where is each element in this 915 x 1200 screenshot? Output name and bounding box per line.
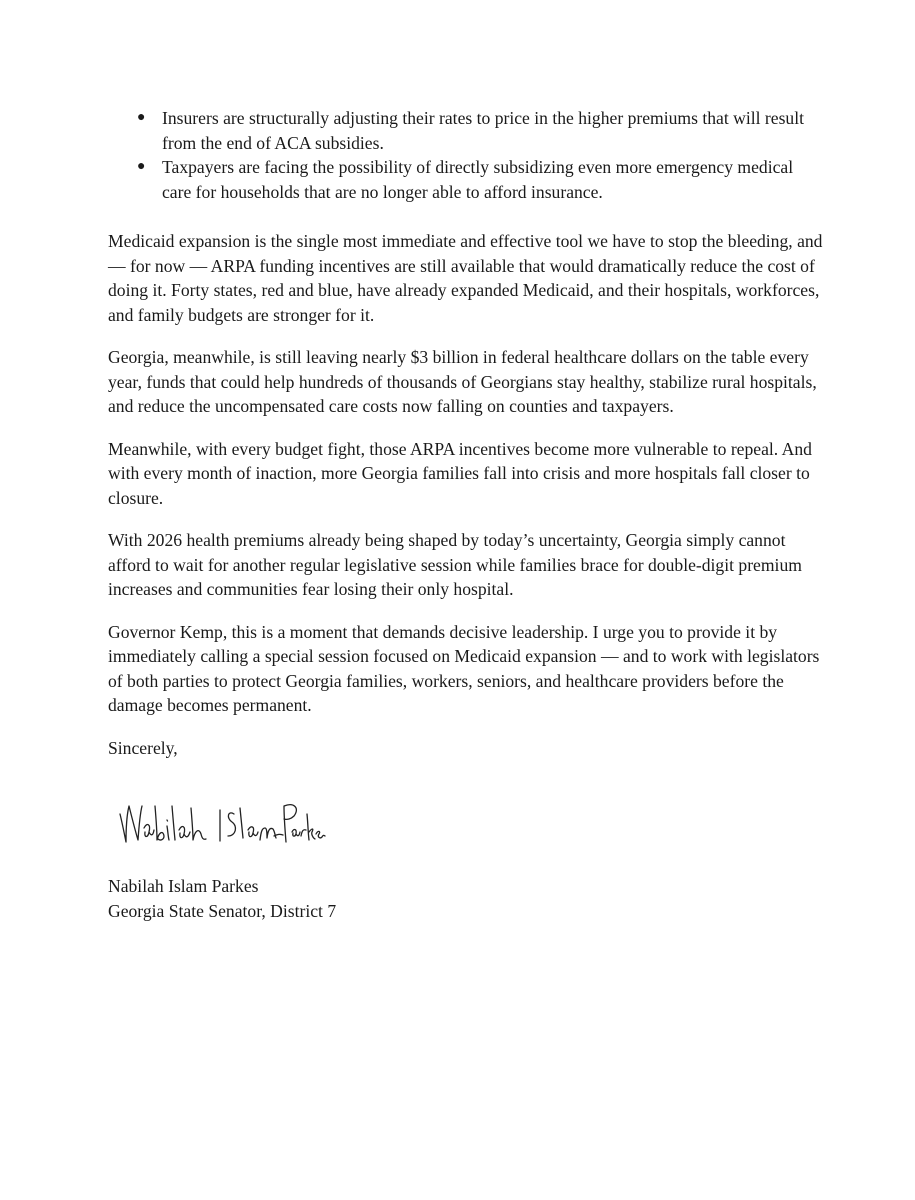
signer-name: Nabilah Islam Parkes bbox=[108, 876, 259, 896]
paragraph: Medicaid expansion is the single most immediate and effective tool we have to stop the bleeding, and — for now — ARPA funding incentives are still available that would dramatically reduce the cost of doing it. Forty states, red and blue, have already expanded Medicaid, and their hospitals, workforces, and family budgets are stronger for it. bbox=[108, 231, 823, 325]
paragraph: Georgia, meanwhile, is still leaving nearly $3 billion in federal healthcare dollars on the table every year, funds that could help hundreds of thousands of Georgians stay healthy, stabilize rural hospitals, and reduce the uncompensated care costs now falling on counties and taxpayers. bbox=[108, 347, 817, 416]
closing: Sincerely, bbox=[108, 737, 178, 758]
handwritten-signature bbox=[116, 784, 326, 862]
bullet-list bbox=[108, 106, 824, 204]
bullet-dot-icon: ● bbox=[137, 159, 146, 174]
list-item bbox=[108, 155, 824, 204]
list-item bbox=[108, 106, 824, 155]
letter-body bbox=[108, 106, 824, 923]
bullet-text: Insurers are structurally adjusting their rates to price in the higher premiums that will result from the end of ACA subsidies. bbox=[162, 108, 804, 153]
signer-title: Georgia State Senator, District 7 bbox=[108, 900, 337, 921]
bullet-text: Taxpayers are facing the possibility of directly subsidizing even more emergency medical care for households that are no longer able to afford insurance. bbox=[162, 157, 794, 202]
paragraph: Meanwhile, with every budget fight, those ARPA incentives become more vulnerable to repeal. And with every month of inaction, more Georgia families fall into crisis and more hospitals fall closer to closure. bbox=[108, 438, 812, 508]
paragraph: With 2026 health premiums already being shaped by today’s uncertainty, Georgia simply cannot afford to wait for another regular legislative session while families brace for double-digit premium increases and communities fear losing their only hospital. bbox=[108, 530, 802, 599]
bullet-dot-icon: ● bbox=[137, 110, 146, 125]
paragraph: Governor Kemp, this is a moment that demands decisive leadership. I urge you to provide it by immediately calling a special session focused on Medicaid expansion — and to work with legislators of both parties to protect Georgia families, workers, seniors, and healthcare providers before the damage becomes permanent. bbox=[108, 621, 820, 715]
